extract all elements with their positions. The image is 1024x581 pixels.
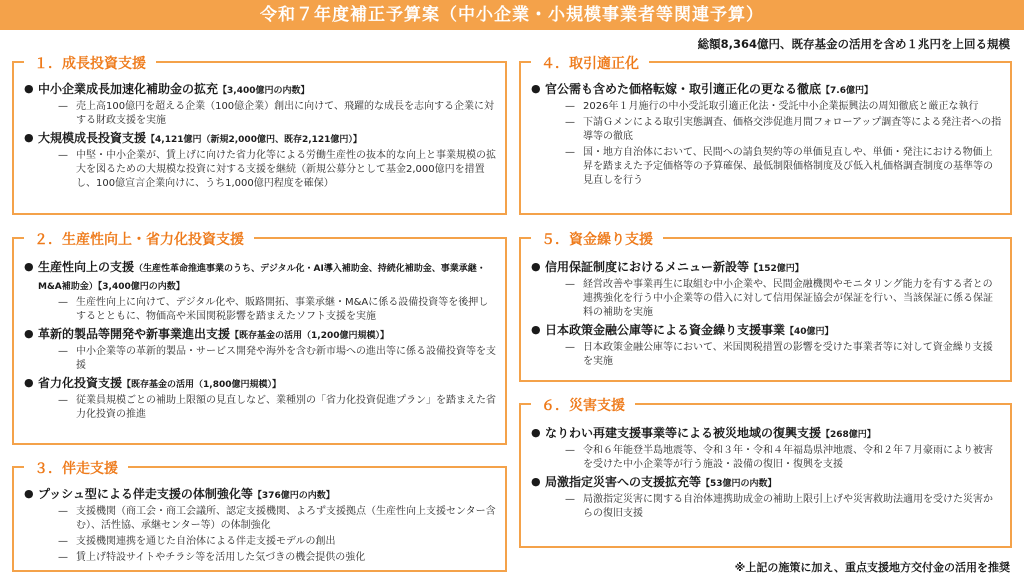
section-body — [24, 486, 497, 567]
section-title: ４．取引適正化 — [531, 53, 649, 73]
list-item: ● 局激指定災害への支援拡充等【53億円の内数】 — 局激指定災害に関する自治体連携助成金の補助上限引上げや災害救助法適用を受けた災害からの復旧支援 — [531, 475, 993, 519]
footnote: ※上記の施策に加え、重点支援地方交付金の活用を推奨 — [734, 561, 1010, 574]
list-item: ● 信用保証制度におけるメニュー新設等【152億円】 — 経営改善や事業再生に取組む中小企業や、民間金融機関やモニタリング能力を有する者との連携強化を行う中小企業等の借入に対して信用保証協会が保証を行い、当該保証に係る保証料の補助を実施 — [531, 260, 993, 318]
list-item: ● 官公需も含めた価格転嫁・取引適正化の更なる徹底【7.6億円】 — 2026年１月施行の中小受託取引適正化法・受託中小企業振興法の周知徹底と厳正な執行 — 下請Ｇメンによる取引実態調査、価格交渉促進月間フォローアップ調査等による発注者への指導等の徹底 — 国・地方自治体において、民間への請負契約等の単価見直しや、単価・発注における物価上昇を踏まえた予定価格等の予算確保、最低制限価格制度及び低入札価格調査制度の基準等の見直しを行う — [531, 82, 1002, 186]
section-trade-fairness — [519, 56, 1012, 215]
list-item: ● 中小企業成長加速化補助金の拡充【3,400億円の内数】 — 売上高100億円を超える企業（100億企業）創出に向けて、飛躍的な成長を志向する企業に対する財政支援を実施 — [24, 82, 494, 126]
bullet-icon: ● — [531, 82, 541, 95]
section-financing-support — [519, 232, 1012, 382]
section-title: ６．災害支援 — [531, 395, 635, 415]
section-title: １．成長投資支援 — [24, 53, 156, 73]
section-growth-investment — [12, 56, 507, 215]
bullet-icon: ● — [531, 426, 541, 439]
list-item: ● 大規模成長投資支援【4,121億円（新規2,000億円、既存2,121億円）】 — 中堅・中小企業が、賃上げに向けた省力化等による労働生産性の抜本的な向上と事業規模の拡大を図るための大規模な投資に対する支援を継続（新規公募分として基金2,000億円を措置し、100億宣言企業向けに、うち1,000億円程度を確保） — [24, 131, 496, 189]
bullet-icon: ● — [24, 376, 34, 389]
bullet-icon: ● — [24, 82, 34, 95]
section-body — [531, 425, 1002, 523]
list-item: ● 日本政策金融公庫等による資金繰り支援事業【40億円】 — 日本政策金融公庫等において、米国関税措置の影響を受けた事業者等に対して資金繰り支援を実施 — [531, 323, 993, 367]
section-body — [531, 259, 1002, 371]
bullet-icon: ● — [531, 323, 541, 336]
bullet-icon: ● — [24, 260, 34, 273]
bullet-icon: ● — [24, 131, 34, 144]
list-item: ● 省力化投資支援【既存基金の活用（1,800億円規模）】 — 従業員規模ごとの補助上限額の見直しなど、業種別の「省力化投資促進プラン」を踏まえた省力化投資の推進 — [24, 376, 496, 420]
section-body — [531, 81, 1002, 190]
bullet-icon: ● — [531, 475, 541, 488]
section-body — [24, 259, 497, 424]
total-budget-note: 総額8,364億円、既存基金の活用を含め１兆円を上回る規模 — [697, 37, 1010, 51]
list-item: ● プッシュ型による伴走支援の体制強化等【376億円の内数】 — 支援機関（商工会・商工会議所、認定支援機関、よろず支援拠点（生産性向上支援センター含む）、活性協、承継センター等）の体制強化 — 支援機関連携を通じた自治体による伴走支援モデルの創出 — 賃上げ特設サイトやチラシ等を活用した気づきの機会提供の強化 — [24, 487, 496, 563]
section-accompanying-support — [12, 461, 507, 572]
section-body — [24, 81, 497, 193]
section-disaster-support — [519, 398, 1012, 548]
page-title-banner: 令和７年度補正予算案（中小企業・小規模事業者等関連予算） — [0, 0, 1024, 30]
section-title: ５．資金繰り支援 — [531, 229, 663, 249]
bullet-icon: ● — [24, 327, 34, 340]
list-item: ● 革新的製品等開発や新事業進出支援【既存基金の活用（1,200億円規模）】 — 中小企業等の革新的製品・サービス開発や海外を含む新市場への進出等に係る設備投資等を支援 — [24, 327, 496, 371]
section-title: ２．生産性向上・省力化投資支援 — [24, 229, 254, 249]
list-item: ● なりわい再建支援事業等による被災地域の復興支援【268億円】 — 令和６年能登半島地震等、令和３年・令和４年福島県沖地震、令和２年７月豪雨により被害を受けた中小企業等が行う施設・設備の復旧・復興を支援 — [531, 426, 993, 470]
section-productivity-support — [12, 232, 507, 445]
section-title: ３．伴走支援 — [24, 458, 128, 478]
bullet-icon: ● — [531, 260, 541, 273]
list-item: ● 生産性向上の支援（生産性革命推進事業のうち、デジタル化・AI導入補助金、持続化補助金、事業承継・M&A補助金）【3,400億円の内数】 — 生産性向上に向けて、デジタル化や、販路開拓、事業承継・M&Aに係る設備投資等を後押しするとともに、物価高や米国関税影響を踏まえたソフト支援を実施 — [24, 260, 489, 322]
bullet-icon: ● — [24, 487, 34, 500]
